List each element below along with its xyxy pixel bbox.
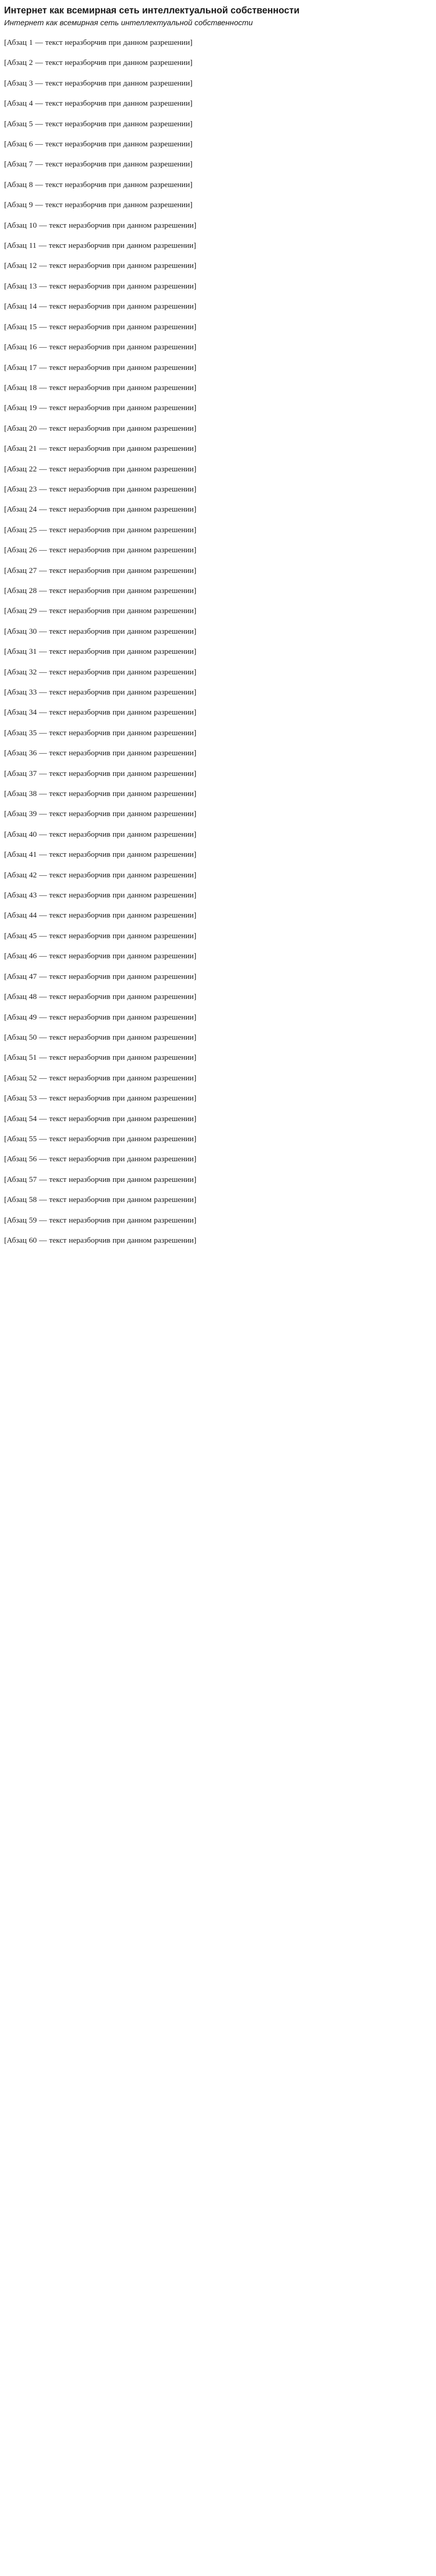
paragraph: [Абзац 32 — текст неразборчив при данном разрешении] [4,667,197,676]
paragraph: [Абзац 10 — текст неразборчив при данном разрешении] [4,221,197,230]
paragraph: [Абзац 21 — текст неразборчив при данном разрешении] [4,444,197,453]
paragraph: [Абзац 56 — текст неразборчив при данном разрешении] [4,1155,197,1164]
document-body [4,38,432,1246]
document-page [0,0,436,1256]
paragraph: [Абзац 49 — текст неразборчив при данном разрешении] [4,1012,197,1022]
paragraph: [Абзац 42 — текст неразборчив при данном разрешении] [4,870,197,879]
paragraph: [Абзац 57 — текст неразборчив при данном разрешении] [4,1175,197,1184]
paragraph: [Абзац 24 — текст неразборчив при данном разрешении] [4,505,197,514]
paragraph: [Абзац 27 — текст неразборчив при данном разрешении] [4,566,197,575]
paragraph: [Абзац 4 — текст неразборчив при данном разрешении] [4,99,193,108]
paragraph: [Абзац 16 — текст неразборчив при данном разрешении] [4,343,197,352]
paragraph: [Абзац 46 — текст неразборчив при данном разрешении] [4,952,197,961]
paragraph: [Абзац 7 — текст неразборчив при данном разрешении] [4,160,193,169]
paragraph: [Абзац 11 — текст неразборчив при данном разрешении] [4,241,196,250]
paragraph: [Абзац 31 — текст неразборчив при данном разрешении] [4,647,197,656]
paragraph: [Абзац 37 — текст неразборчив при данном разрешении] [4,769,197,778]
paragraph: [Абзац 14 — текст неразборчив при данном разрешении] [4,302,197,311]
paragraph: [Абзац 12 — текст неразборчив при данном разрешении] [4,261,197,270]
paragraph: [Абзац 35 — текст неразборчив при данном разрешении] [4,728,197,737]
paragraph: [Абзац 2 — текст неразборчив при данном разрешении] [4,58,193,67]
paragraph: [Абзац 53 — текст неразборчив при данном разрешении] [4,1094,197,1103]
paragraph: [Абзац 23 — текст неразборчив при данном разрешении] [4,484,197,494]
paragraph: [Абзац 13 — текст неразборчив при данном разрешении] [4,281,197,291]
paragraph: [Абзац 29 — текст неразборчив при данном разрешении] [4,606,197,616]
paragraph: [Абзац 15 — текст неразборчив при данном разрешении] [4,322,197,331]
paragraph: [Абзац 26 — текст неразборчив при данном разрешении] [4,546,197,555]
paragraph: [Абзац 41 — текст неразборчив при данном разрешении] [4,850,197,859]
paragraph: [Абзац 55 — текст неразборчив при данном разрешении] [4,1134,197,1143]
paragraph: [Абзац 3 — текст неразборчив при данном разрешении] [4,78,193,88]
paragraph: [Абзац 6 — текст неразборчив при данном разрешении] [4,140,193,149]
paragraph: [Абзац 25 — текст неразборчив при данном разрешении] [4,525,197,534]
paragraph: [Абзац 19 — текст неразборчив при данном разрешении] [4,403,197,413]
paragraph: [Абзац 45 — текст неразборчив при данном разрешении] [4,931,197,940]
paragraph: [Абзац 50 — текст неразборчив при данном разрешении] [4,1032,197,1042]
document-subtitle: Интернет как всемирная сеть интеллектуальной собственности [4,19,253,27]
paragraph: [Абзац 47 — текст неразборчив при данном разрешении] [4,972,197,981]
paragraph: [Абзац 34 — текст неразборчив при данном разрешении] [4,708,197,717]
paragraph: [Абзац 54 — текст неразборчив при данном разрешении] [4,1114,197,1123]
paragraph: [Абзац 43 — текст неразборчив при данном разрешении] [4,891,197,900]
paragraph: [Абзац 40 — текст неразборчив при данном разрешении] [4,829,197,839]
paragraph: [Абзац 17 — текст неразборчив при данном разрешении] [4,363,197,372]
paragraph: [Абзац 5 — текст неразборчив при данном разрешении] [4,119,193,128]
paragraph: [Абзац 52 — текст неразборчив при данном разрешении] [4,1073,197,1082]
paragraph: [Абзац 51 — текст неразборчив при данном разрешении] [4,1053,197,1062]
paragraph: [Абзац 8 — текст неразборчив при данном разрешении] [4,180,193,189]
paragraph: [Абзац 48 — текст неразборчив при данном разрешении] [4,992,197,1002]
paragraph: [Абзац 44 — текст неразборчив при данном разрешении] [4,911,197,920]
paragraph: [Абзац 33 — текст неразборчив при данном разрешении] [4,688,197,697]
paragraph: [Абзац 28 — текст неразборчив при данном разрешении] [4,586,197,595]
paragraph: [Абзац 20 — текст неразборчив при данном разрешении] [4,423,197,433]
paragraph: [Абзац 39 — текст неразборчив при данном разрешении] [4,809,197,819]
paragraph: [Абзац 22 — текст неразборчив при данном разрешении] [4,464,197,473]
paragraph: [Абзац 1 — текст неразборчив при данном разрешении] [4,38,193,47]
document-title: Интернет как всемирная сеть интеллектуальной собственности [4,5,300,15]
paragraph: [Абзац 38 — текст неразборчив при данном разрешении] [4,789,197,799]
paragraph: [Абзац 59 — текст неразборчив при данном разрешении] [4,1215,197,1225]
paragraph: [Абзац 18 — текст неразборчив при данном разрешении] [4,383,197,392]
paragraph: [Абзац 9 — текст неразборчив при данном разрешении] [4,200,193,210]
paragraph: [Абзац 60 — текст неразборчив при данном разрешении] [4,1235,197,1245]
paragraph: [Абзац 30 — текст неразборчив при данном разрешении] [4,626,197,636]
paragraph: [Абзац 36 — текст неразборчив при данном разрешении] [4,749,197,758]
paragraph: [Абзац 58 — текст неразборчив при данном разрешении] [4,1195,197,1205]
